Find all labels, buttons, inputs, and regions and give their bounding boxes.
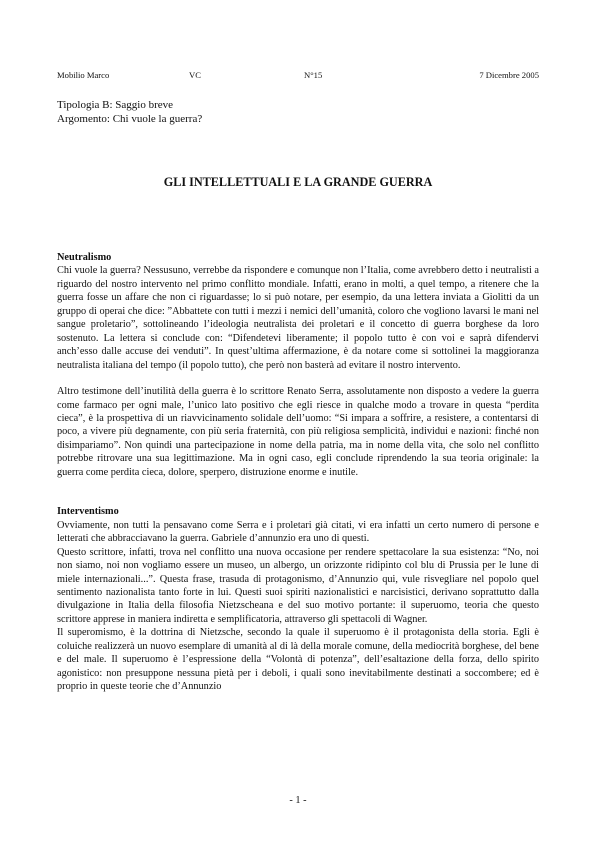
- header-number: N°15: [304, 70, 323, 80]
- document-title: GLI INTELLETTUALI E LA GRANDE GUERRA: [163, 175, 433, 189]
- paragraph: Il superomismo, è la dottrina di Nietzsche, secondo la quale il superuomo è il protagonista della storia. Egli è coluiche realizzerà un nuovo esemplare di umanità al di là della morale comune, della mediocrità borghese, del bene e del male. Il superuomo è l’espressione della “Volontà di potenza”, dell’esaltazione della forza, dello spirito agonistico: non presuppone nessuna pietà per i deboli, i quali sono inevitabilmente destinati a soccombere; ed è proprio in queste teorie che d’Annunzio: [57, 627, 539, 693]
- section-heading: Neutralismo: [57, 252, 112, 263]
- paragraph: Questo scrittore, infatti, trova nel conflitto una nuova occasione per rendere spettacolare la sua esistenza: “No, noi non siamo, noi non vogliamo essere un museo, un albergo, un orizzonte ridipinto col blu di Prussia per le lune di miele internazionali...”. Questa frase, trasuda di protagonismo, d’Annunzio qui, vule risvegliare nel popolo quel sentimento nazionalista tanto forte in lui. Questi suoi spiriti nazionalistici e narcisistici, derivano soprattutto dalla divulgazione in Italia della filosofia Nietzscheana e del suo motivo portante: il superuomo, teoria che questo scrittore apprese in maniera indiretta e semplificatoria, attraverso gli spettacoli di Wagner.: [57, 546, 539, 625]
- paragraph: Altro testimone dell’inutilità della guerra è lo scrittore Renato Serra, assolutamente non disposto a vedere la guerra come farmaco per ogni male, l’unico lato positivo che egli riesce in qualche modo a trovare in questa “perdita cieca”, è la prospettiva di un riavvicinamento solidale dell’uomo: “Si impara a soffrire, a resistere, a contentarsi di poco, a vivere più degnamente, con più seria fraternità, con più religiosa semplicità, individui e nazioni: finché non disimpariamo”. Non quindi una partecipazione in nome della patria, ma in nome della vita, che solo nel conflitto potrebbe ritrovare una sua legittimazione. Ma in ogni caso, egli conclude riprendendo la sua teoria originale: la guerra come perdita cieca, dolore, sperpero, distruzione enorme e inutile.: [57, 386, 539, 478]
- meta-tipologia: Tipologia B: Saggio breve: [57, 99, 174, 111]
- section-interventismo: [57, 505, 539, 693]
- header-date: 7 Dicembre 2005: [479, 70, 539, 80]
- paragraph: Ovviamente, non tutti la pensavano come Serra e i proletari già citati, vi era infatti un certo numero di persone e letterati che abbracciavano la guerra. Gabriele d’annunzio era uno di questi.: [57, 519, 539, 545]
- paragraph: Chi vuole la guerra? Nessusuno, verrebbe da rispondere e comunque non l’Italia, come avrebbero detto i neutralisti a riguardo del nostro intervento nel primo conflitto mondiale. Infatti, erano in molti, a quel tempo, a ritenere che la guerra fosse un affare che non ci riguardasse; lo si può notare, per esempio, da una lettera inviata a Giolitti da un gruppo di operai che dice: ”Abbattete con tutti i mezzi i nemici dell’umanità, coloro che vogliono lavarsi le mani nel sangue proletario”, sottolineando l’ideologia neutralista dei proletari e il concetto di guerra borghese da loro sostenuto. La lettera si conclude con: “Difendetevi liberamente; il popolo tutto è con voi e saprà difendervi anch’esso dalle accuse dei venduti”. In quest’ultima affermazione, è da notare come si sottolinei la maggioranza neutralista italiana del tempo (il popolo tutto), che però non basterà ad evitare il nostro intervento.: [57, 265, 539, 371]
- page-number: - 1 -: [289, 795, 307, 806]
- section-heading: Interventismo: [57, 506, 119, 518]
- section-neutralismo: [57, 251, 539, 479]
- document-body: [57, 251, 539, 694]
- document-meta: [57, 98, 539, 126]
- header-class: VC: [189, 70, 201, 80]
- document-header: [57, 70, 539, 84]
- header-author: Mobilio Marco: [57, 70, 110, 80]
- meta-argomento: Argomento: Chi vuole la guerra?: [57, 113, 203, 125]
